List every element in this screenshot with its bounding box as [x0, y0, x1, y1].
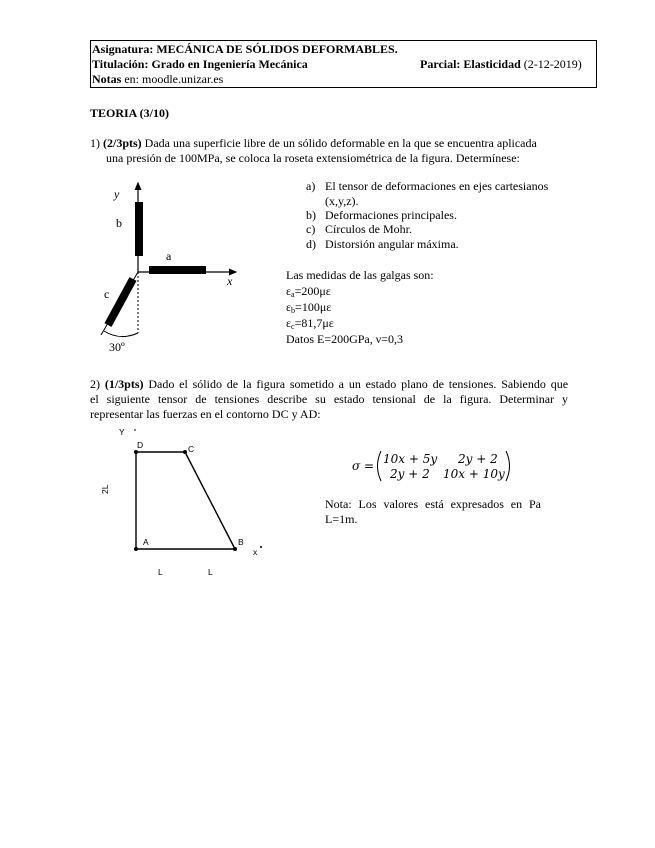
problem2-text1: Dado el sólido de la figura sometido a un estado plano de tensiones. Sabiendo que [148, 377, 569, 391]
epsilon-symbol: ε [286, 316, 292, 330]
measure-c-sub: c [291, 322, 295, 331]
exam-label: Parcial: Elasticidad [420, 57, 521, 71]
measure-c-value: =81,7με [294, 316, 334, 330]
x-axis-tick [260, 546, 262, 548]
list-item-label: b) [306, 208, 316, 222]
sigma-label: σ = [352, 459, 375, 473]
gauge-a [149, 266, 206, 274]
problem1-text1: Dada una superficie libre de un sólido deformable en la que se encuentra aplicada [144, 136, 537, 150]
material-data: Datos E=200GPa, ν=0,3 [286, 332, 403, 346]
measures-title: Las medidas de las galgas son: [286, 268, 434, 282]
notes-value: en: moodle.unizar.es [124, 72, 224, 86]
trap-C-label: C [188, 444, 195, 454]
measure-a-sub: a [291, 290, 295, 299]
edge-CB [185, 452, 235, 549]
rosette-angle-label: 30º [109, 340, 125, 354]
trap-A-label: A [143, 537, 149, 547]
trap-base-label-2: L [208, 567, 213, 577]
header-box [90, 40, 597, 88]
notes-label: Notas [92, 72, 122, 86]
exam-date: (2-12-2019) [523, 57, 582, 71]
problem2-points: (1/3pts) [104, 377, 144, 391]
measure-c [286, 315, 334, 331]
matrix-m11: 10x + 5y [383, 452, 438, 466]
epsilon-symbol: ε [286, 284, 292, 298]
vertex-D [134, 450, 138, 454]
notes-line [92, 72, 223, 87]
matrix-m12: 2y + 2 [458, 452, 498, 466]
problem2-line3: representar las fuerzas en el contorno DC y AD: [90, 407, 321, 421]
list-item-text: Círculos de Mohr. [325, 222, 412, 236]
degree-value: Grado en Ingeniería Mecánica [151, 57, 308, 71]
section-title: TEORIA (3/10) [90, 106, 170, 120]
vertex-A [134, 547, 138, 551]
gauge-c-direction [101, 272, 138, 335]
measure-b-value: =100με [295, 300, 332, 314]
trap-x-label: x [253, 547, 258, 557]
rosette-figure [90, 175, 260, 360]
trap-y-label: Y [119, 427, 125, 437]
matrix-right-paren [505, 450, 513, 482]
measure-a-value: =200με [294, 284, 331, 298]
list-item-text: (x,y,z). [325, 194, 359, 208]
trap-D-label: D [137, 440, 144, 450]
trapezoid-figure [100, 425, 270, 565]
epsilon-symbol: ε [286, 300, 292, 314]
gauge-b [135, 202, 143, 256]
list-item-label: d) [306, 237, 316, 251]
problem2-line1 [90, 377, 568, 392]
note-line1: Nota: Los valores está expresados en Pa [325, 497, 541, 511]
problem1-line1 [90, 136, 537, 151]
problem2-number: 2) [90, 377, 100, 391]
subject-label: Asignatura: [92, 42, 154, 56]
note-line2: L=1m. [325, 512, 358, 526]
measure-a [286, 283, 331, 299]
exam-line [420, 57, 582, 72]
degree-line [92, 57, 308, 72]
rosette-b-label: b [116, 216, 122, 230]
matrix-left-paren [374, 450, 382, 482]
list-item-label: a) [306, 179, 316, 193]
angle-arc [104, 331, 138, 337]
trap-height-label: 2L [100, 484, 110, 494]
degree-label: Titulación: [92, 57, 149, 71]
measure-b [286, 299, 331, 315]
matrix-m22: 10x + 10y [443, 467, 505, 481]
list-item-text: El tensor de deformaciones en ejes cartesianos [325, 179, 549, 193]
vertex-B [233, 547, 237, 551]
trap-B-label: B [238, 537, 244, 547]
problem1-number: 1) [90, 136, 100, 150]
rosette-c-label: c [104, 287, 110, 301]
trap-base-label-1: L [158, 567, 163, 577]
subject-line [92, 42, 398, 57]
problem2-line2: el siguiente tensor de tensiones describe su estado tensional de la figura. Determinar y [90, 392, 568, 406]
subject-value: MECÁNICA DE SÓLIDOS DEFORMABLES. [156, 42, 398, 56]
matrix-m21: 2y + 2 [390, 467, 430, 481]
problem1-line2: una presión de 100MPa, se coloca la roseta extensiométrica de la figura. Determínese: [106, 151, 520, 165]
problem1-points: (2/3pts) [103, 136, 142, 150]
rosette-y-label: y [114, 187, 120, 201]
list-item-label: c) [306, 222, 316, 236]
list-item-text: Deformaciones principales. [325, 208, 457, 222]
rosette-a-label: a [166, 249, 172, 263]
vertex-C [183, 450, 187, 454]
rosette-x-label: x [227, 274, 233, 288]
measure-b-sub: b [291, 306, 296, 315]
list-item-text: Distorsión angular máxima. [325, 237, 459, 251]
